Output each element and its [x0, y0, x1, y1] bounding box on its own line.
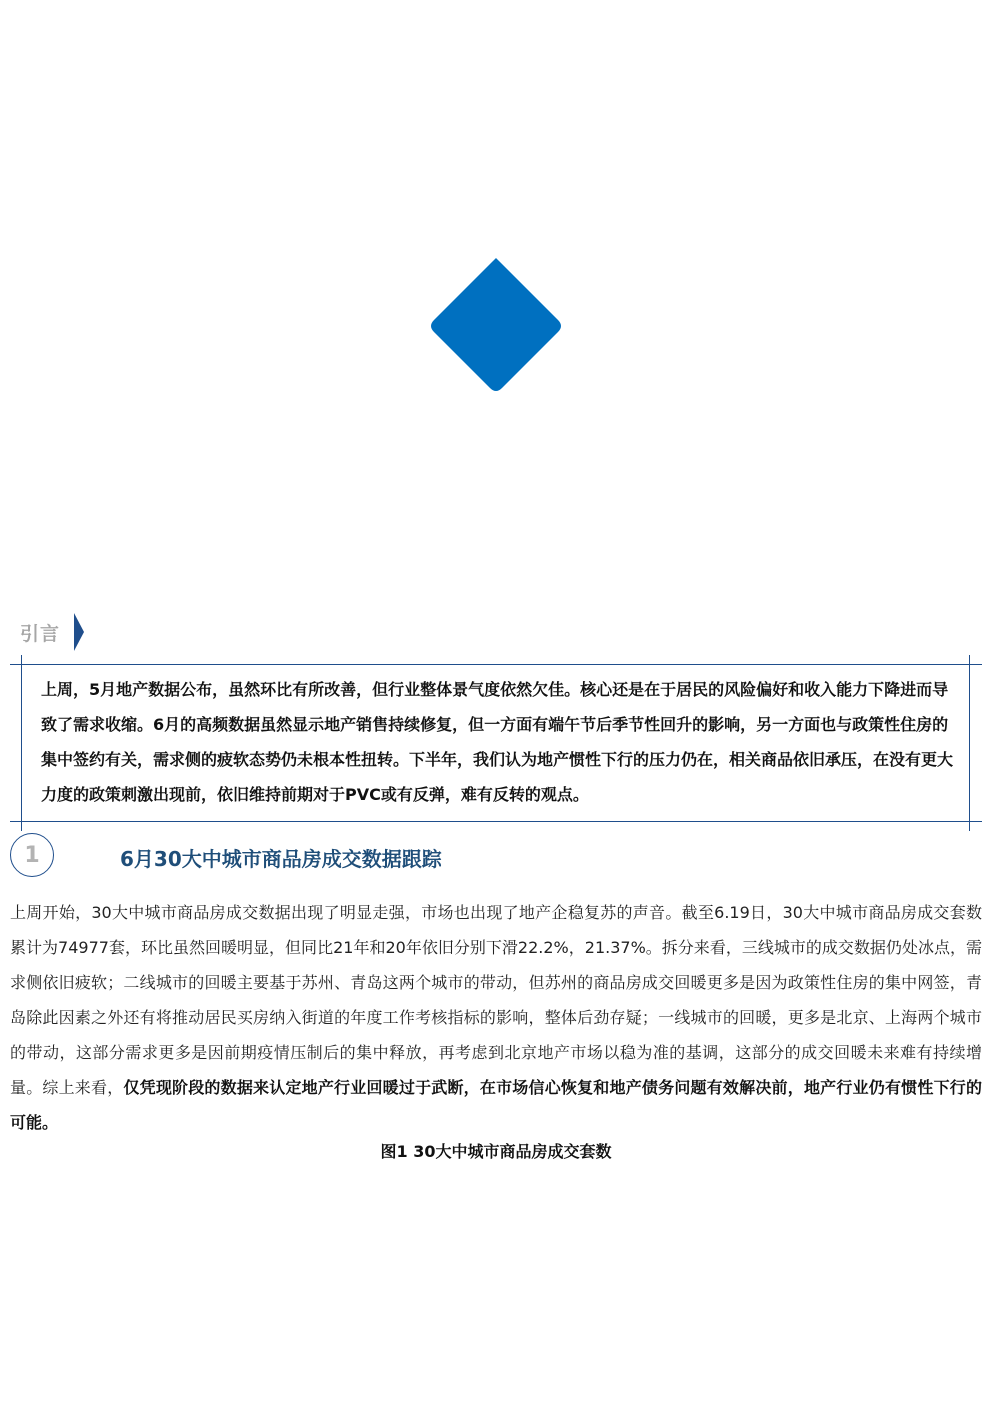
section-title: 6月30大中城市商品房成交数据跟踪 — [120, 847, 442, 871]
divider — [969, 655, 970, 831]
divider — [10, 664, 982, 665]
figure-caption: 图1 30大中城市商品房成交套数 — [380, 1142, 612, 1161]
section-number-badge — [10, 833, 54, 877]
divider — [21, 655, 22, 831]
diamond-logo-icon — [425, 255, 567, 397]
body-paragraph — [10, 895, 982, 1140]
body-text-emphasis: 仅凭现阶段的数据来认定地产行业回暖过于武断，在市场信心恢复和地产债务问题有效解决前，地产行业仍有惯性下行的可能。 — [10, 1078, 982, 1132]
intro-paragraph: 上周，5月地产数据公布，虽然环比有所改善，但行业整体景气度依然欠佳。核心还是在于居民的风险偏好和收入能力下降进而导致了需求收缩。6月的高频数据虽然显示地产销售持续修复，但一方面有端午节后季节性回升的影响，另一方面也与政策性住房的集中签约有关，需求侧的疲软态势仍未根本性扭转。下半年，我们认为地产惯性下行的压力仍在，相关商品依旧承压，在没有更大力度的政策刺激出现前，依旧维持前期对于PVC或有反弹，难有反转的观点。 — [41, 680, 954, 804]
body-text-plain: 上周开始，30大中城市商品房成交数据出现了明显走强，市场也出现了地产企稳复苏的声音。截至6.19日，30大中城市商品房成交套数累计为74977套，环比虽然回暖明显，但同比21年和20年依旧分别下滑22.2%，21.37%。拆分来看，三线城市的成交数据仍处冰点，需求侧依旧疲软；二线城市的回暖主要基于苏州、青岛这两个城市的带动，但苏州的商品房成交回暖更多是因为政策性住房的集中网签，青岛除此因素之外还有将推动居民买房纳入街道的年度工作考核指标的影响，整体后劲存疑；一线城市的回暖，更多是北京、上海两个城市的带动，这部分需求更多是因前期疫情压制后的集中释放，再考虑到北京地产市场以稳为准的基调，这部分的成交回暖未来难有持续增量。综上来看， — [10, 903, 982, 1097]
section-heading — [10, 833, 982, 881]
arrow-right-icon — [74, 613, 84, 651]
divider — [10, 821, 982, 822]
section-number: 1 — [24, 842, 40, 868]
intro-title: 引言 — [20, 622, 61, 645]
intro-box — [10, 655, 982, 831]
intro-heading — [20, 612, 84, 652]
